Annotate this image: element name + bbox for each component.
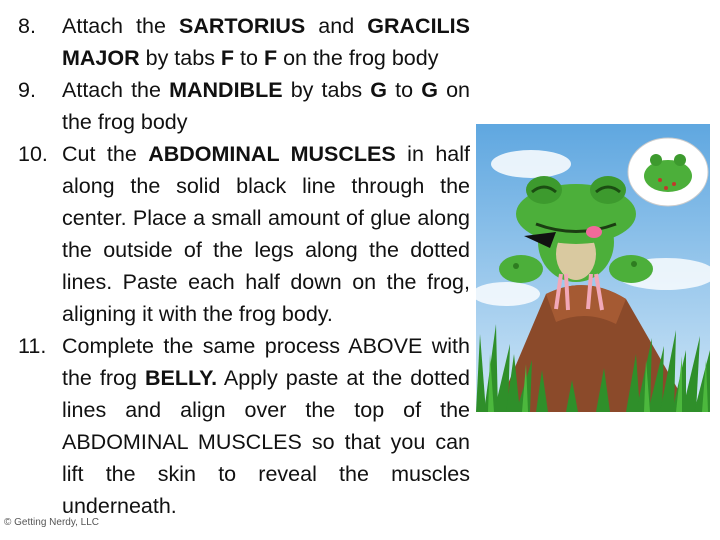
step-keyword: ABDOMINAL MUSCLES (148, 142, 396, 166)
step-text-run: on the frog body (277, 46, 439, 70)
step-text-run: Attach the (62, 78, 170, 102)
step-text (62, 74, 470, 138)
frog-on-rock-icon (476, 124, 710, 412)
step-keyword: G (370, 78, 388, 102)
step-text-run: by tabs (282, 78, 371, 102)
step-keyword: SARTORIUS (179, 14, 306, 38)
step-keyword: MANDIBLE (169, 78, 283, 102)
step-keyword: F (220, 46, 235, 70)
step-keyword: F (263, 46, 278, 70)
step-text-run: Apply paste at the dotted lines and align over the top of the ABDOMINAL MUSCLES so that you can lift the skin to reveal the muscles underneath. (62, 366, 471, 518)
step-text-run: to (387, 78, 422, 102)
instruction-step (18, 74, 470, 138)
step-text-run: Cut the (62, 142, 149, 166)
step-keyword: BELLY. (145, 366, 218, 390)
step-text (62, 10, 470, 74)
frog-illustration (476, 124, 710, 412)
instruction-step (18, 330, 470, 522)
step-number: 10. (18, 142, 48, 166)
step-text (62, 138, 470, 330)
step-keyword: GRACILIS MAJOR (62, 14, 470, 70)
step-text (62, 330, 470, 522)
instruction-step (18, 10, 470, 74)
step-text-run: and (305, 14, 368, 38)
step-number: 9. (18, 78, 36, 102)
step-text-run: Complete the same process ABOVE with the frog (62, 334, 470, 390)
instruction-step (18, 138, 470, 330)
step-number: 11. (18, 334, 47, 358)
step-text-run: to (234, 46, 264, 70)
step-keyword: G (421, 78, 438, 102)
step-text-run: Attach the (62, 14, 179, 38)
step-number: 8. (18, 14, 36, 38)
step-text-run: on the frog body (62, 78, 470, 134)
instruction-list (18, 10, 470, 522)
step-text-run: by tabs (139, 46, 221, 70)
copyright-notice: © Getting Nerdy, LLC (4, 517, 99, 528)
step-text-run: in half along the solid black line through the center. Place a small amount of glue along the outside of the legs along the dotted lines. Paste each half down on the frog, aligning it with the frog body. (62, 142, 470, 326)
